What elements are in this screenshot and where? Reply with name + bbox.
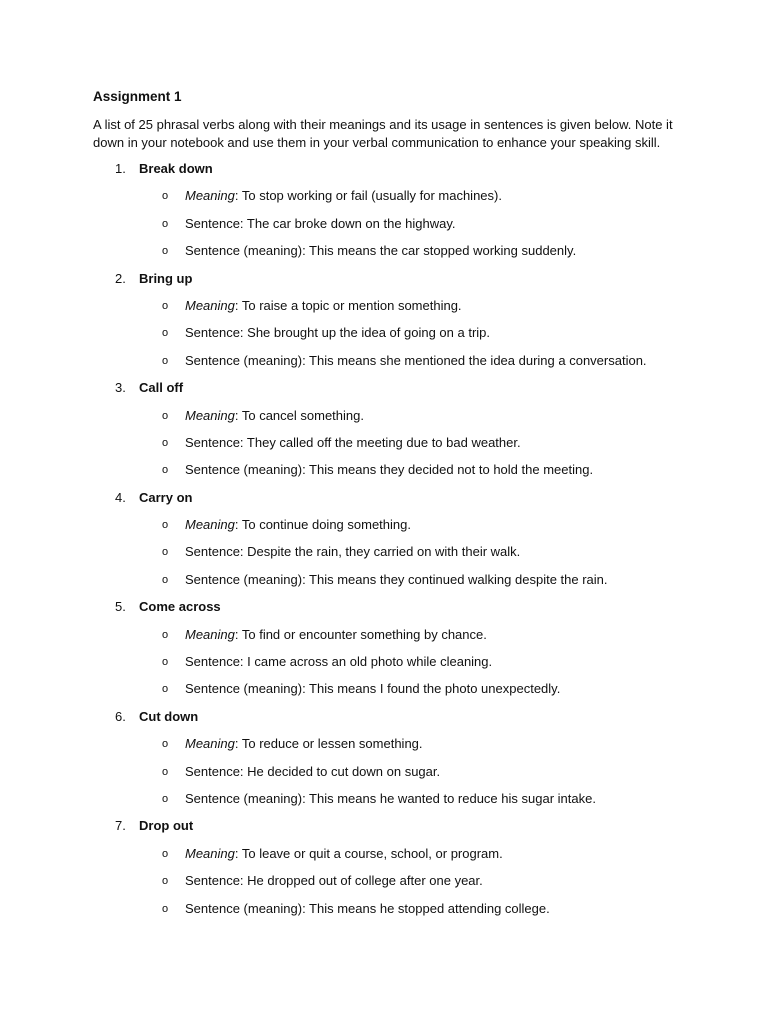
hollow-circle-bullet-icon: o xyxy=(162,875,169,888)
hollow-circle-bullet-icon: o xyxy=(162,792,169,805)
phrasal-verb-term: Come across xyxy=(139,599,221,615)
sentence-line xyxy=(0,763,768,781)
sentence-meaning-line-text: Sentence (meaning): This means she mentioned the idea during a conversation. xyxy=(185,352,647,368)
sentence-line-text: Sentence: He dropped out of college after one year. xyxy=(185,873,483,889)
sentence-line xyxy=(0,543,768,561)
meaning-line-text xyxy=(185,516,411,534)
sentence-line-text: Sentence: They called off the meeting due to bad weather. xyxy=(185,434,521,450)
list-item xyxy=(0,817,768,917)
meaning-label: Meaning xyxy=(185,736,235,752)
meaning-line-text xyxy=(185,407,364,425)
sentence-line-text: Sentence: I came across an old photo while cleaning. xyxy=(185,654,493,670)
hollow-circle-bullet-icon: o xyxy=(162,902,169,915)
list-item xyxy=(0,379,768,479)
phrasal-verb-term: Call off xyxy=(139,380,184,396)
hollow-circle-bullet-icon: o xyxy=(162,573,169,586)
sentence-meaning-line xyxy=(0,461,768,479)
meaning-line xyxy=(0,735,768,753)
hollow-circle-bullet-icon: o xyxy=(162,245,169,258)
intro-paragraph: A list of 25 phrasal verbs along with their meanings and its usage in sentences is given below. Note it down in your notebook and use them in your verbal communication to enhance your speaking skill. xyxy=(93,117,673,150)
phrasal-verb-heading xyxy=(0,160,768,178)
phrasal-verb-heading xyxy=(0,379,768,397)
phrasal-verb-term: Cut down xyxy=(139,708,199,724)
item-number: 7. xyxy=(115,818,126,834)
list-item xyxy=(0,708,768,808)
meaning-line-text xyxy=(185,297,462,315)
hollow-circle-bullet-icon: o xyxy=(162,409,169,422)
meaning-line-text xyxy=(185,845,503,863)
phrasal-verb-term: Break down xyxy=(139,161,213,176)
sentence-meaning-line-text: Sentence (meaning): This means the car stopped working suddenly. xyxy=(185,243,577,259)
sentence-line xyxy=(0,324,768,342)
meaning-definition: : To raise a topic or mention something. xyxy=(234,297,462,313)
hollow-circle-bullet-icon: o xyxy=(162,519,169,532)
sentence-meaning-line-text: Sentence (meaning): This means they continued walking despite the rain. xyxy=(185,571,608,587)
hollow-circle-bullet-icon: o xyxy=(162,354,169,367)
meaning-line xyxy=(0,187,768,205)
phrasal-verb-list xyxy=(0,160,768,927)
meaning-label: Meaning xyxy=(185,297,235,313)
sentence-line xyxy=(0,434,768,452)
phrasal-verb-term: Bring up xyxy=(139,270,193,286)
list-item xyxy=(0,270,768,370)
list-item xyxy=(0,598,768,698)
meaning-definition: : To stop working or fail (usually for machines). xyxy=(234,188,502,204)
meaning-definition: : To leave or quit a course, school, or program. xyxy=(234,845,503,861)
hollow-circle-bullet-icon: o xyxy=(162,546,169,559)
sentence-meaning-line xyxy=(0,571,768,589)
item-number: 2. xyxy=(115,270,126,286)
phrasal-verb-term: Drop out xyxy=(139,818,194,834)
meaning-definition: : To reduce or lessen something. xyxy=(234,736,423,752)
sentence-meaning-line xyxy=(0,680,768,698)
sentence-line-text: Sentence: She brought up the idea of going on a trip. xyxy=(185,325,491,341)
hollow-circle-bullet-icon: o xyxy=(162,464,169,477)
meaning-label: Meaning xyxy=(185,517,235,533)
item-number: 5. xyxy=(115,599,126,615)
hollow-circle-bullet-icon: o xyxy=(162,738,169,751)
hollow-circle-bullet-icon: o xyxy=(162,190,169,203)
phrasal-verb-heading xyxy=(0,598,768,616)
meaning-definition: : To find or encounter something by chance. xyxy=(234,626,487,642)
hollow-circle-bullet-icon: o xyxy=(162,628,169,641)
sentence-meaning-line xyxy=(0,900,768,918)
sentence-line xyxy=(0,872,768,890)
sentence-meaning-line xyxy=(0,242,768,260)
hollow-circle-bullet-icon: o xyxy=(162,656,169,669)
meaning-line-text xyxy=(185,735,423,753)
meaning-line xyxy=(0,297,768,315)
sentence-line-text: Sentence: He decided to cut down on sugar. xyxy=(185,763,441,779)
item-number: 6. xyxy=(115,708,126,724)
sentence-meaning-line-text: Sentence (meaning): This means he stopped attending college. xyxy=(185,900,550,916)
list-item xyxy=(0,489,768,589)
sentence-meaning-line xyxy=(0,352,768,370)
meaning-label: Meaning xyxy=(185,626,235,642)
meaning-definition: : To continue doing something. xyxy=(234,517,411,533)
sentence-line-text: Sentence: The car broke down on the highway. xyxy=(185,215,456,231)
phrasal-verb-heading xyxy=(0,817,768,835)
meaning-line xyxy=(0,516,768,534)
meaning-line-text xyxy=(185,626,487,644)
hollow-circle-bullet-icon: o xyxy=(162,765,169,778)
meaning-label: Meaning xyxy=(185,188,235,204)
sentence-meaning-line xyxy=(0,790,768,808)
sentence-meaning-line-text: Sentence (meaning): This means he wanted to reduce his sugar intake. xyxy=(185,790,596,806)
hollow-circle-bullet-icon: o xyxy=(162,847,169,860)
sentence-meaning-line-text: Sentence (meaning): This means I found the photo unexpectedly. xyxy=(185,681,561,697)
sentence-line-text: Sentence: Despite the rain, they carried on with their walk. xyxy=(185,544,521,560)
meaning-definition: : To cancel something. xyxy=(234,407,364,423)
hollow-circle-bullet-icon: o xyxy=(162,217,169,230)
item-number: 1. xyxy=(115,161,126,176)
sentence-line xyxy=(0,215,768,233)
sentence-meaning-line-text: Sentence (meaning): This means they decided not to hold the meeting. xyxy=(185,462,594,478)
phrasal-verb-heading xyxy=(0,489,768,507)
meaning-label: Meaning xyxy=(185,845,235,861)
item-number: 4. xyxy=(115,489,126,505)
meaning-line xyxy=(0,407,768,425)
hollow-circle-bullet-icon: o xyxy=(162,299,169,312)
page-title: Assignment 1 xyxy=(93,89,182,104)
phrasal-verb-heading xyxy=(0,270,768,288)
meaning-line-text xyxy=(185,187,502,205)
sentence-line xyxy=(0,653,768,671)
phrasal-verb-heading xyxy=(0,708,768,726)
meaning-line xyxy=(0,845,768,863)
meaning-label: Meaning xyxy=(185,407,235,423)
meaning-line xyxy=(0,626,768,644)
hollow-circle-bullet-icon: o xyxy=(162,683,169,696)
hollow-circle-bullet-icon: o xyxy=(162,327,169,340)
item-number: 3. xyxy=(115,380,126,396)
hollow-circle-bullet-icon: o xyxy=(162,436,169,449)
list-item xyxy=(0,160,768,260)
phrasal-verb-term: Carry on xyxy=(139,489,193,505)
